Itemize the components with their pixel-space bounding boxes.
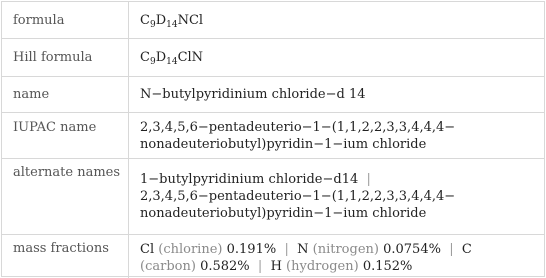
alternate-names-value bbox=[129, 159, 544, 234]
fraction-n-symbol: N bbox=[297, 242, 309, 257]
name-label: name bbox=[2, 77, 129, 112]
fraction-c-element: (carbon) bbox=[140, 259, 196, 274]
fraction-separator: | bbox=[449, 242, 454, 257]
hill-d: D bbox=[155, 50, 167, 65]
iupac-line-1: 2,3,4,5,6−pentadeuterio−1−(1,1,2,2,3,3,4,4,4− bbox=[140, 119, 456, 135]
formula-value bbox=[129, 2, 544, 38]
fraction-cl-symbol: Cl bbox=[140, 242, 155, 257]
row-iupac-name bbox=[2, 113, 544, 159]
row-alternate-names bbox=[2, 159, 544, 235]
row-name bbox=[2, 77, 544, 113]
fraction-h-element: (hydrogen) bbox=[286, 259, 359, 274]
mass-fractions-label: mass fractions bbox=[2, 235, 129, 278]
iupac-name-label: IUPAC name bbox=[2, 113, 129, 158]
row-formula bbox=[2, 2, 544, 39]
alternate-name-2-line-1: 2,3,4,5,6−pentadeuterio−1−(1,1,2,2,3,3,4,4,4− bbox=[140, 189, 456, 204]
properties-table bbox=[1, 1, 545, 277]
fraction-n-element: (nitrogen) bbox=[312, 242, 379, 257]
formula-d: D bbox=[155, 12, 167, 28]
hill-c: C bbox=[140, 50, 150, 65]
hill-formula-label: Hill formula bbox=[2, 39, 129, 76]
name-text: N−butylpyridinium chloride−d 14 bbox=[140, 87, 366, 102]
formula-c: C bbox=[140, 12, 150, 28]
fraction-c-value: 0.582% bbox=[200, 259, 250, 274]
hill-d-count: 14 bbox=[166, 57, 178, 67]
hill-c-count: 9 bbox=[149, 57, 156, 67]
fraction-separator: | bbox=[257, 259, 263, 274]
alternate-name-1: 1−butylpyridinium chloride−d14 bbox=[140, 172, 359, 187]
iupac-name-value bbox=[129, 113, 544, 158]
formula-c-count: 9 bbox=[149, 19, 156, 30]
fraction-cl-element: (chlorine) bbox=[158, 242, 223, 257]
name-value bbox=[129, 77, 544, 112]
mass-fractions-value bbox=[129, 235, 544, 278]
hill-rest: ClN bbox=[177, 50, 204, 65]
hill-formula-value bbox=[129, 39, 544, 76]
fraction-cl-value: 0.191% bbox=[226, 242, 277, 257]
fraction-h-symbol: H bbox=[270, 259, 282, 274]
fraction-n-value: 0.0754% bbox=[383, 242, 441, 257]
row-mass-fractions bbox=[2, 235, 544, 278]
fraction-separator: | bbox=[284, 242, 289, 257]
alternate-name-2-line-2: nonadeuteriobutyl)pyridin−1−ium chloride bbox=[140, 206, 427, 221]
fraction-c-symbol: C bbox=[461, 242, 472, 257]
formula-rest: NCl bbox=[177, 12, 204, 28]
fraction-h-value: 0.152% bbox=[362, 259, 413, 274]
row-hill-formula bbox=[2, 39, 544, 77]
alternate-names-label: alternate names bbox=[2, 159, 129, 234]
formula-label: formula bbox=[2, 2, 129, 38]
iupac-line-2: nonadeuteriobutyl)pyridin−1−ium chloride bbox=[140, 136, 427, 152]
alternate-separator: | bbox=[366, 172, 371, 187]
formula-d-count: 14 bbox=[166, 19, 178, 30]
